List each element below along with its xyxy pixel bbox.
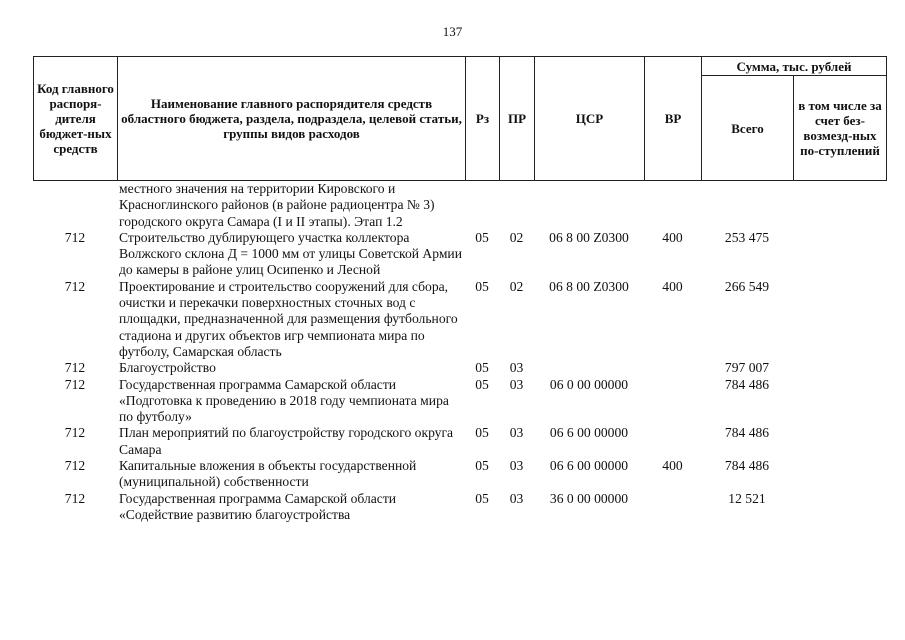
row-vr: 400 — [662, 458, 683, 474]
row-name: Проектирование и строительство сооружений для сбора, очистки и перекачки поверхностных сточных вод с площадки, предназначенной для размещения футбольного стадиона и других объектов игр чемпионата мира по футболу, Самарская область — [119, 278, 458, 359]
table-body — [33, 181, 886, 523]
row-vr — [644, 181, 701, 230]
table-row — [33, 181, 886, 230]
row-vr — [644, 360, 701, 376]
row-name: местного значения на территории Кировского и Красноглинского районов (в районе радиоцентра № 3) городского округа Самара (I и II этапы). Этап 1.2 — [119, 181, 435, 229]
row-incl — [793, 425, 886, 458]
table-row — [33, 425, 886, 458]
row-pr: 03 — [509, 458, 524, 474]
row-rz: 05 — [475, 360, 489, 376]
row-total: 784 486 — [724, 376, 770, 392]
row-csr: 06 6 00 00000 — [549, 458, 629, 474]
table-header — [33, 56, 887, 181]
row-rz: 05 — [475, 425, 489, 441]
row-total — [701, 181, 793, 230]
table-row — [33, 458, 886, 491]
row-vr — [644, 377, 701, 426]
table-row — [33, 230, 886, 279]
table-row — [33, 377, 886, 426]
header-pr: ПР — [500, 57, 535, 181]
row-rz: 05 — [475, 229, 489, 245]
row-code: 712 — [64, 278, 86, 294]
header-rz: Рз — [466, 57, 500, 181]
row-rz: 05 — [475, 278, 489, 294]
row-total: 266 549 — [724, 278, 770, 294]
row-code: 712 — [64, 425, 86, 441]
row-pr: 03 — [509, 376, 524, 392]
row-code: 712 — [64, 376, 86, 392]
row-pr: 02 — [509, 278, 524, 294]
row-total: 784 486 — [724, 458, 770, 474]
row-total: 12 521 — [728, 490, 766, 506]
table-row — [33, 360, 886, 376]
row-pr: 02 — [509, 229, 524, 245]
row-name: План мероприятий по благоустройству городского округа Самара — [119, 425, 454, 457]
row-vr — [644, 491, 701, 524]
row-incl — [793, 360, 886, 376]
row-total: 784 486 — [724, 425, 770, 441]
row-name: Государственная программа Самарской области «Содействие развитию благоустройства — [119, 490, 397, 522]
row-csr: 36 0 00 00000 — [549, 490, 629, 506]
table-row — [33, 279, 886, 360]
row-code: 712 — [64, 229, 86, 245]
page-number: 137 — [442, 24, 463, 39]
row-incl — [793, 230, 886, 279]
row-pr: 03 — [509, 490, 524, 506]
row-vr: 400 — [662, 229, 683, 245]
row-name: Строительство дублирующего участка коллектора Волжского склона Д = 1000 мм от улицы Советской Армии до камеры в районе улиц Осипенко и Лесной — [119, 229, 462, 278]
row-total: 253 475 — [724, 229, 770, 245]
row-rz: 05 — [475, 376, 489, 392]
header-vr: ВР — [645, 57, 702, 181]
row-vr: 400 — [662, 278, 683, 294]
header-name: Наименование главного распорядителя средств областного бюджета, раздела, подраздела, целевой статьи, группы видов расходов — [118, 57, 466, 181]
row-pr: 03 — [509, 360, 524, 376]
header-incl: в том числе за счет без-возмезд-ных по-ступлений — [794, 76, 887, 181]
header-total: Всего — [702, 76, 794, 181]
row-csr: 06 6 00 00000 — [549, 425, 629, 441]
row-incl — [793, 377, 886, 426]
row-csr — [534, 181, 644, 230]
row-name: Благоустройство — [119, 360, 216, 376]
row-code: 712 — [64, 458, 86, 474]
header-code: Код главного распоря-дителя бюджет-ных средств — [34, 57, 118, 181]
row-csr: 06 8 00 Z0300 — [549, 278, 629, 294]
row-pr — [499, 181, 534, 230]
row-code: 712 — [64, 490, 86, 506]
row-total: 797 007 — [724, 360, 770, 376]
row-rz: 05 — [475, 458, 489, 474]
row-pr: 03 — [509, 425, 524, 441]
row-incl — [793, 181, 886, 230]
row-vr — [644, 425, 701, 458]
row-rz: 05 — [475, 490, 489, 506]
row-csr: 06 8 00 Z0300 — [549, 229, 629, 245]
table-row — [33, 491, 886, 524]
row-incl — [793, 279, 886, 360]
row-incl — [793, 458, 886, 491]
row-code — [33, 181, 117, 230]
row-code: 712 — [64, 360, 86, 376]
row-name: Государственная программа Самарской области «Подготовка к проведению в 2018 году чемпионата мира по футболу» — [119, 376, 449, 425]
row-csr: 06 0 00 00000 — [549, 376, 629, 392]
row-name: Капитальные вложения в объекты государственной (муниципальной) собственности — [119, 458, 417, 490]
row-rz — [465, 181, 499, 230]
header-sum: Сумма, тыс. рублей — [702, 57, 887, 76]
row-csr — [534, 360, 644, 376]
header-csr: ЦСР — [535, 57, 645, 181]
row-incl — [793, 491, 886, 524]
